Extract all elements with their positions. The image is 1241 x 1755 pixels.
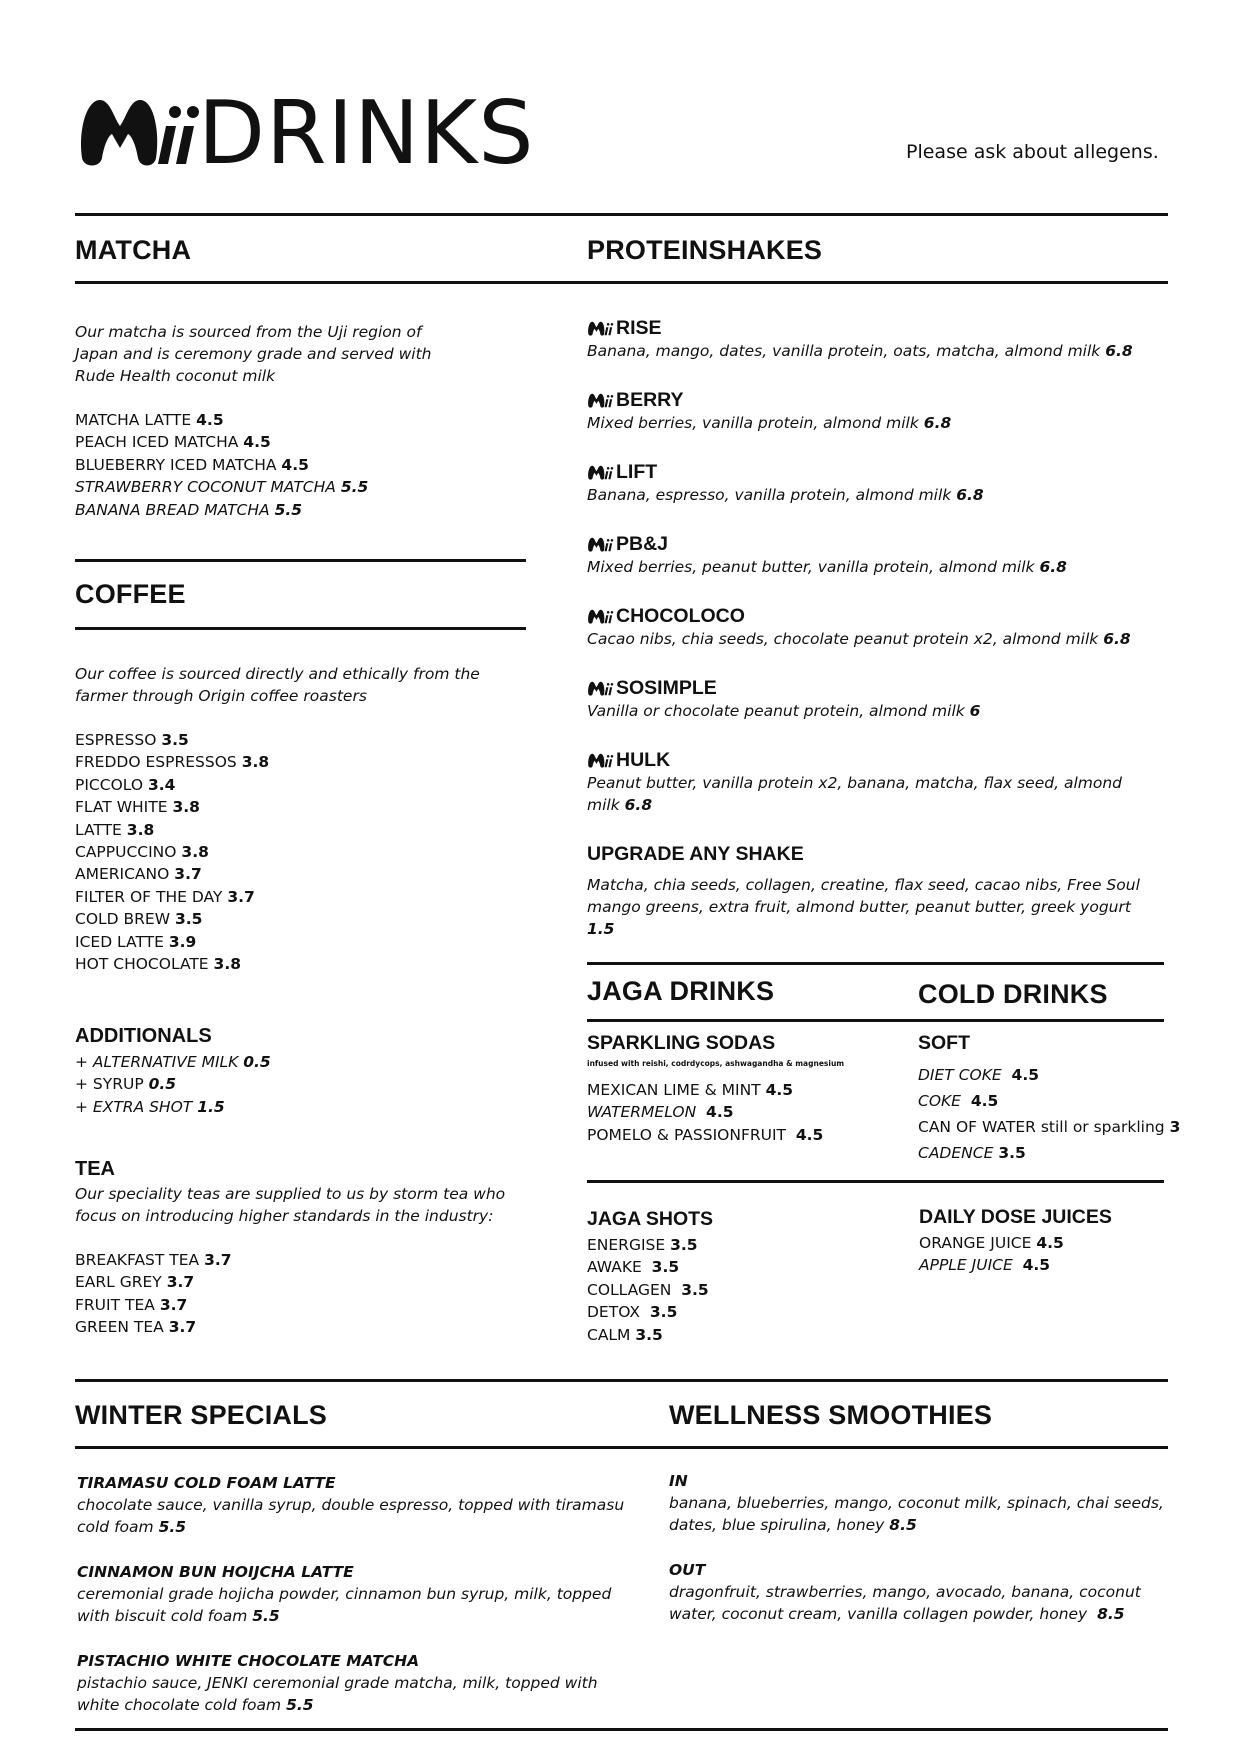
tea-list [75, 1249, 232, 1339]
sodas-note: infused with reishi, codrdycops, ashwagandha & magnesium [587, 1059, 845, 1068]
shake-item: BERRY Mixed berries, vanilla protein, almond milk 6.8 [587, 388, 952, 432]
winter-item: PISTACHIO WHITE CHOCOLATE MATCHA pistachio sauce, JENKI ceremonial grade matcha, milk, topped with white chocolate cold foam 5.5 [77, 1652, 598, 1714]
menu-item: BLUEBERRY ICED MATCHA 4.5 [75, 455, 309, 474]
menu-item: COLLAGEN 3.5 [587, 1280, 709, 1299]
mii-logo-icon [587, 680, 614, 697]
smoothie-item: OUT dragonfruit, strawberries, mango, avocado, banana, coconut water, coconut cream, vanilla collagen powder, honey 8.5 [669, 1561, 1141, 1623]
additionals-list [75, 1051, 271, 1118]
mii-logo-icon [587, 464, 614, 481]
section-title-proteinshakes: PROTEINSHAKES [587, 235, 823, 265]
menu-item: + ALTERNATIVE MILK 0.5 [75, 1053, 271, 1071]
divider [75, 1379, 1168, 1382]
winter-item: TIRAMASU COLD FOAM LATTE chocolate sauce, vanilla syrup, double espresso, topped with tiramasu cold foam 5.5 [77, 1474, 625, 1536]
divider [75, 1446, 1168, 1449]
juices-list [919, 1232, 1064, 1277]
juices-title: DAILY DOSE JUICES [919, 1206, 1112, 1228]
shake-item: SOSIMPLE Vanilla or chocolate peanut protein, almond milk 6 [587, 676, 981, 720]
menu-item: GREEN TEA 3.7 [75, 1318, 197, 1337]
menu-item: LATTE 3.8 [75, 820, 155, 839]
brand-word: DRINKS [198, 82, 535, 184]
mii-logo-icon [587, 320, 614, 337]
menu-item: COKE 4.5 [918, 1092, 999, 1110]
menu-item: DETOX 3.5 [587, 1303, 678, 1322]
matcha-intro: Our matcha is sourced from the Uji region of Japan and is ceremony grade and served with Rude Health coconut milk [75, 323, 432, 385]
menu-item: AMERICANO 3.7 [75, 865, 202, 884]
menu-item: ICED LATTE 3.9 [75, 932, 197, 951]
menu-item: COLD BREW 3.5 [75, 910, 203, 929]
menu-item: MEXICAN LIME & MINT 4.5 [587, 1081, 794, 1099]
sodas-title: SPARKLING SODAS [587, 1032, 776, 1054]
upgrade-title: UPGRADE ANY SHAKE [587, 843, 804, 865]
soft-list [918, 1062, 1180, 1166]
sodas-list [587, 1079, 823, 1146]
mii-logo-icon [587, 392, 614, 409]
menu-item: HOT CHOCOLATE 3.8 [75, 955, 242, 974]
winter-item: CINNAMON BUN HOIJCHA LATTE ceremonial grade hojicha powder, cinnamon bun syrup, milk, topped with biscuit cold foam 5.5 [77, 1563, 612, 1625]
menu-item: PEACH ICED MATCHA 4.5 [75, 433, 271, 452]
menu-item: ESPRESSO 3.5 [75, 731, 189, 749]
menu-item: BREAKFAST TEA 3.7 [75, 1251, 232, 1269]
mii-logo-icon [587, 536, 614, 553]
menu-item: + SYRUP 0.5 [75, 1075, 177, 1094]
coffee-intro: Our coffee is sourced directly and ethically from the farmer through Origin coffee roasters [75, 665, 480, 705]
menu-item: FREDDO ESPRESSOS 3.8 [75, 753, 270, 772]
section-title-cold-drinks: COLD DRINKS [918, 979, 1108, 1009]
divider [587, 962, 1164, 965]
menu-item: + EXTRA SHOT 1.5 [75, 1097, 225, 1116]
matcha-list [75, 409, 368, 521]
menu-item: DIET COKE 4.5 [918, 1066, 1040, 1084]
menu-item: FLAT WHITE 3.8 [75, 798, 200, 817]
mii-logo-mark [78, 92, 200, 172]
divider [587, 1180, 1164, 1183]
menu-item: ENERGISE 3.5 [587, 1236, 698, 1254]
menu-item: CAPPUCCINO 3.8 [75, 843, 209, 862]
shake-item: HULK Peanut butter, vanilla protein x2, banana, matcha, flax seed, almond milk 6.8 [587, 748, 1122, 814]
menu-item: FRUIT TEA 3.7 [75, 1295, 188, 1314]
section-title-additionals: ADDITIONALS [75, 1025, 212, 1047]
tea-intro: Our speciality teas are supplied to us by storm tea who focus on introducing higher standards in the industry: [75, 1185, 506, 1225]
divider [75, 627, 526, 630]
smoothie-item: IN banana, blueberries, mango, coconut milk, spinach, chai seeds, dates, blue spirulina, honey 8.5 [669, 1472, 1164, 1534]
allergen-note: Please ask about allegens. [906, 141, 1159, 163]
menu-item: CADENCE 3.5 [918, 1144, 1026, 1162]
mii-logo-icon [587, 608, 614, 625]
divider [75, 281, 1168, 284]
section-title-smoothies: WELLNESS SMOOTHIES [669, 1400, 993, 1430]
shake-item: LIFT Banana, espresso, vanilla protein, almond milk 6.8 [587, 460, 984, 504]
menu-item: AWAKE 3.5 [587, 1258, 680, 1277]
section-title-winter: WINTER SPECIALS [75, 1400, 328, 1430]
divider [75, 559, 526, 562]
menu-item: BANANA BREAD MATCHA 5.5 [75, 500, 303, 519]
brand-logo [78, 82, 548, 184]
menu-item: APPLE JUICE 4.5 [919, 1256, 1051, 1275]
menu-item: PICCOLO 3.4 [75, 775, 176, 794]
menu-item: ORANGE JUICE 4.5 [919, 1234, 1064, 1252]
shake-item: RISE Banana, mango, dates, vanilla protein, oats, matcha, almond milk 6.8 [587, 316, 1133, 360]
shake-item: CHOCOLOCO Cacao nibs, chia seeds, chocolate peanut protein x2, almond milk 6.8 [587, 604, 1131, 648]
menu-item: POMELO & PASSIONFRUIT 4.5 [587, 1125, 824, 1144]
menu-item: MATCHA LATTE 4.5 [75, 411, 224, 429]
menu-item: STRAWBERRY COCONUT MATCHA 5.5 [75, 478, 369, 497]
soft-title: SOFT [918, 1032, 970, 1054]
shots-title: JAGA SHOTS [587, 1208, 714, 1230]
menu-item: WATERMELON 4.5 [587, 1103, 734, 1122]
menu-item: CAN OF WATER still or sparkling 3 [918, 1118, 1181, 1136]
section-title-coffee: COFFEE [75, 579, 186, 609]
shake-item: PB&J Mixed berries, peanut butter, vanilla protein, almond milk 6.8 [587, 532, 1067, 576]
menu-item: EARL GREY 3.7 [75, 1273, 195, 1292]
divider [587, 1019, 1164, 1022]
divider [75, 213, 1168, 216]
section-title-tea: TEA [75, 1158, 115, 1180]
menu-item: CALM 3.5 [587, 1325, 663, 1344]
menu-item: FILTER OF THE DAY 3.7 [75, 887, 255, 906]
upgrade-desc: Matcha, chia seeds, collagen, creatine, flax seed, cacao nibs, Free Soul mango greens, extra fruit, almond butter, peanut butter, greek yogurt 1.5 [587, 876, 1140, 938]
coffee-list [75, 729, 269, 975]
divider [75, 1728, 1168, 1731]
section-title-jaga: JAGA DRINKS [587, 976, 775, 1006]
shots-list [587, 1234, 709, 1346]
section-title-matcha: MATCHA [75, 235, 192, 265]
mii-logo-icon [587, 752, 614, 769]
